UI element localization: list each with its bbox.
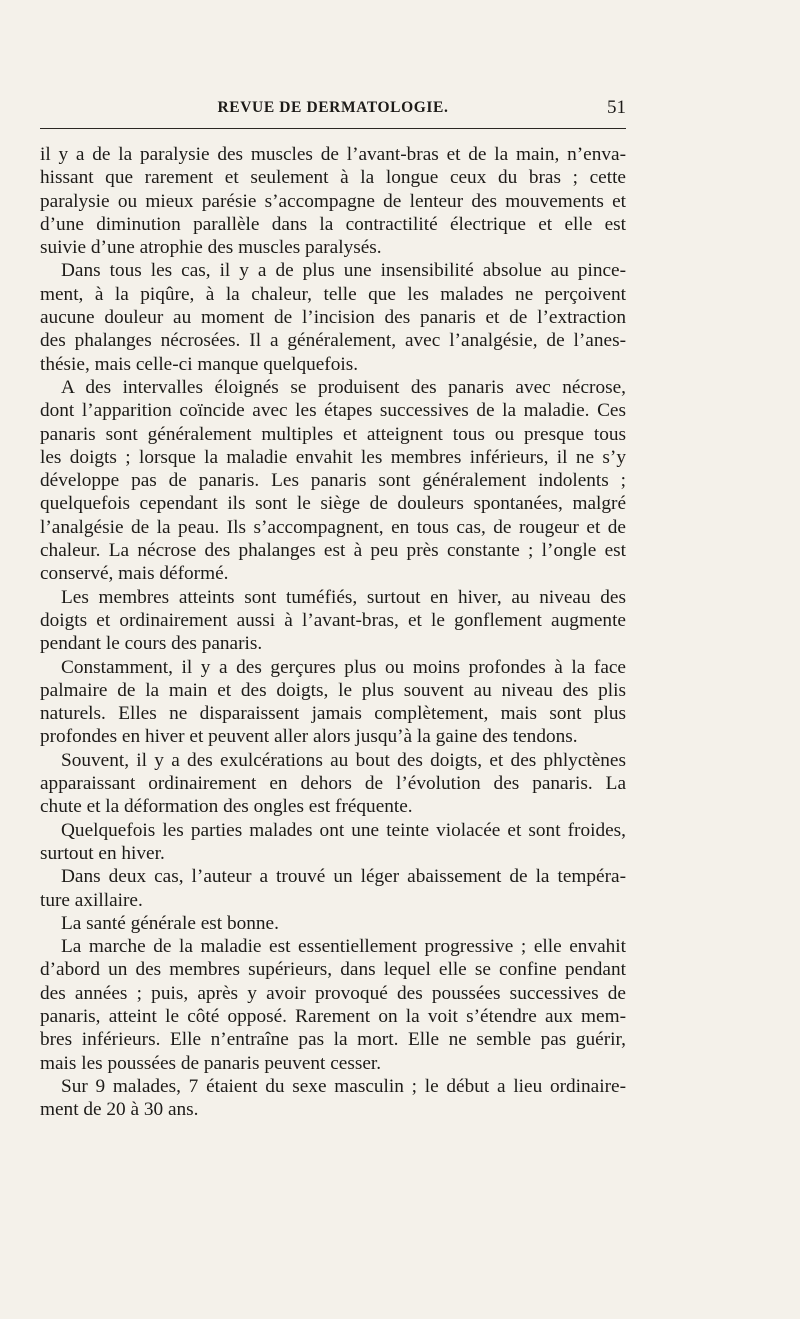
text-line: Dans tous les cas, il y a de plus une insensibilité absolue au pince- (61, 260, 626, 282)
text-line: conservé, mais déformé. (40, 563, 229, 585)
text-line: développe pas de panaris. Les panaris sont généralement indolents ; (40, 470, 626, 492)
text-line: La santé générale est bonne. (61, 912, 279, 934)
text-line: Sur 9 malades, 7 étaient du sexe masculin ; le début a lieu ordinaire- (61, 1075, 626, 1097)
paragraph (40, 656, 626, 749)
text-line: doigts et ordinairement aussi à l’avant-bras, et le gonflement augmente (40, 609, 626, 631)
text-line: hissant que rarement et seulement à la longue ceux du bras ; cette (40, 167, 626, 189)
paragraph (40, 586, 626, 656)
text-line: des années ; puis, après y avoir provoqué des poussées successives de (40, 982, 626, 1004)
journal-title: REVUE DE DERMATOLOGIE. (217, 99, 449, 116)
text-line: apparaissant ordinairement en dehors de l’évolution des panaris. La (40, 773, 626, 795)
paragraph (40, 1075, 626, 1122)
text-line: dont l’apparition coïncide avec les étapes successives de la maladie. Ces (40, 400, 626, 422)
text-line: suivie d’une atrophie des muscles paralysés. (40, 237, 382, 259)
text-line: palmaire de la main et des doigts, le plus souvent au niveau des plis (40, 679, 626, 701)
text-line: panaris, atteint le côté opposé. Rarement on la voit s’étendre aux mem- (40, 1005, 626, 1027)
paragraph (40, 749, 626, 819)
text-line: des phalanges nécrosées. Il a généralement, avec l’analgésie, de l’anes- (40, 330, 626, 352)
text-line: Les membres atteints sont tuméfiés, surtout en hiver, au niveau des (61, 586, 626, 608)
paragraph (40, 819, 626, 866)
text-line: d’abord un des membres supérieurs, dans lequel elle se confine pendant (40, 959, 626, 981)
body-text (40, 143, 626, 1121)
text-line: il y a de la paralysie des muscles de l’avant-bras et de la main, n’enva- (40, 144, 626, 165)
text-line: bres inférieurs. Elle n’entraîne pas la mort. Elle ne semble pas guérir, (40, 1029, 626, 1051)
text-line: panaris sont généralement multiples et atteignent tous ou presque tous (40, 423, 626, 445)
paragraph (40, 865, 626, 912)
text-line: Dans deux cas, l’auteur a trouvé un léger abaissement de la tempéra- (61, 866, 626, 888)
text-line: chaleur. La nécrose des phalanges est à peu près constante ; l’ongle est (40, 540, 626, 562)
text-line: l’analgésie de la peau. Ils s’accompagnent, en tous cas, de rougeur et de (40, 516, 626, 538)
page-number: 51 (607, 97, 626, 118)
text-line: surtout en hiver. (40, 842, 165, 864)
text-line: A des intervalles éloignés se produisent des panaris avec nécrose, (61, 376, 626, 398)
paragraph (40, 912, 626, 935)
text-line: les doigts ; lorsque la maladie envahit les membres inférieurs, il ne s’y (40, 446, 626, 468)
paragraph (40, 259, 626, 375)
text-line: La marche de la maladie est essentiellement progressive ; elle envahit (61, 936, 626, 958)
text-line: aucune douleur au moment de l’incision des panaris et de l’extraction (40, 307, 626, 329)
text-line: mais les poussées de panaris peuvent cesser. (40, 1052, 382, 1074)
text-line: Souvent, il y a des exulcérations au bout des doigts, et des phlyctènes (61, 749, 626, 771)
text-line: ture axillaire. (40, 889, 143, 911)
text-line: d’une diminution parallèle dans la contractilité électrique et elle est (40, 213, 626, 235)
text-line: pendant le cours des panaris. (40, 633, 263, 655)
paragraph (40, 143, 626, 259)
text-line: chute et la déformation des ongles est fréquente. (40, 796, 413, 818)
text-line: thésie, mais celle-ci manque quelquefois. (40, 353, 359, 375)
text-line: profondes en hiver et peuvent aller alors jusqu’à la gaine des tendons. (40, 726, 578, 748)
running-header (40, 99, 626, 119)
text-line: quelquefois cependant ils sont le siège de douleurs spontanées, malgré (40, 493, 626, 515)
text-line: Constamment, il y a des gerçures plus ou moins profondes à la face (61, 656, 626, 678)
paragraph (40, 376, 626, 586)
text-line: ment de 20 à 30 ans. (40, 1099, 199, 1121)
header-rule (40, 128, 626, 129)
text-line: Quelquefois les parties malades ont une teinte violacée et sont froides, (61, 819, 626, 841)
text-line: paralysie ou mieux parésie s’accompagne de lenteur des mouvements et (40, 190, 626, 212)
paragraph (40, 935, 626, 1075)
text-line: ment, à la piqûre, à la chaleur, telle que les malades ne perçoivent (40, 283, 626, 305)
text-line: naturels. Elles ne disparaissent jamais complètement, mais sont plus (40, 703, 626, 725)
